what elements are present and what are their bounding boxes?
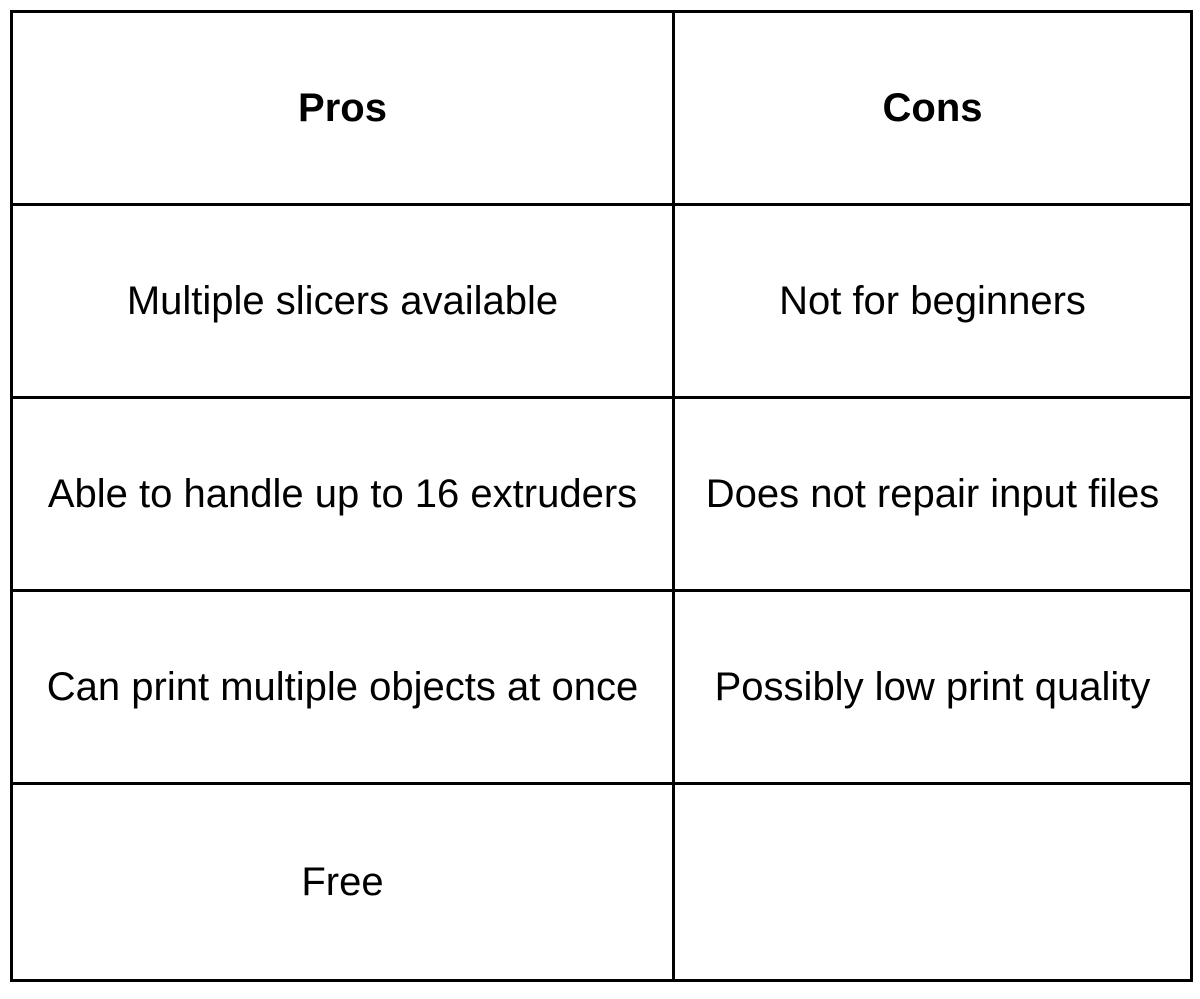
table-row — [12, 784, 1192, 981]
cons-cell: Possibly low print quality — [674, 591, 1192, 784]
cons-cell — [674, 784, 1192, 981]
table-row — [12, 205, 1192, 398]
pros-cell: Multiple slicers available — [12, 205, 674, 398]
cons-cell: Not for beginners — [674, 205, 1192, 398]
pros-cell: Able to handle up to 16 extruders — [12, 398, 674, 591]
cons-header: Cons — [674, 12, 1192, 205]
header-row — [12, 12, 1192, 205]
table-row — [12, 398, 1192, 591]
pros-cell: Can print multiple objects at once — [12, 591, 674, 784]
pros-cons-table — [10, 10, 1193, 982]
table-row — [12, 591, 1192, 784]
pros-header: Pros — [12, 12, 674, 205]
pros-cell: Free — [12, 784, 674, 981]
cons-cell: Does not repair input files — [674, 398, 1192, 591]
